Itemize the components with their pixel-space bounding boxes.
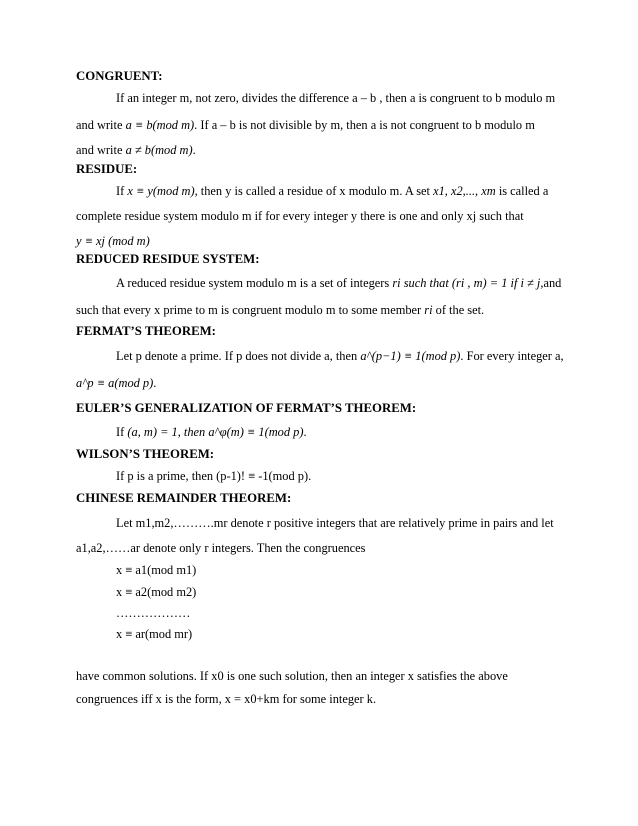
residue-line-3 xyxy=(76,235,150,247)
congruence-dots: ……………… xyxy=(116,606,191,620)
formula-residue: x ≡ y(mod m) xyxy=(127,184,195,198)
text: , then y is called a residue of x modulo m. A set xyxy=(194,184,430,198)
text: of the set. xyxy=(435,303,485,317)
text: If xyxy=(116,184,125,198)
text: such that every x prime to m is congruent modulo m to some member xyxy=(76,303,422,317)
formula-not-congruent: a ≠ b(mod m) xyxy=(125,143,193,157)
chinese-line-1: Let m1,m2,……….mr denote r positive integers that are relatively prime in pairs and let xyxy=(116,516,554,530)
congruent-line-2 xyxy=(76,119,535,131)
text: . xyxy=(153,376,157,390)
fermat-line-1 xyxy=(116,350,564,362)
reduced-line-2 xyxy=(76,304,484,316)
chinese-line-4: congruences iff x is the form, x = x0+km for some integer k. xyxy=(76,692,377,706)
formula-euler: (a, m) = 1, then a^φ(m) ≡ 1(mod p) xyxy=(127,425,304,439)
heading-euler: EULER’S GENERALIZATION OF FERMAT’S THEOREM: xyxy=(76,401,417,415)
residue-line-2: complete residue system modulo m if for every integer y there is one and only xj such that xyxy=(76,209,524,223)
text: ,and xyxy=(540,276,562,290)
formula-congruent: a ≡ b(mod m) xyxy=(125,118,195,132)
text: . xyxy=(192,143,196,157)
fermat-line-2 xyxy=(76,377,156,389)
heading-fermat: FERMAT’S THEOREM: xyxy=(76,324,216,338)
text: . For every integer a, xyxy=(460,349,564,363)
euler-line-1 xyxy=(116,426,307,438)
text: is called a xyxy=(498,184,549,198)
congruence-2: x ≡ a2(mod m2) xyxy=(116,585,197,599)
formula-fermat-general: a^p ≡ a(mod p) xyxy=(76,376,154,390)
text: If xyxy=(116,425,125,439)
formula-residue-set: x1, x2,..., xm xyxy=(433,184,496,198)
formula-residue-complete: y ≡ xj (mod m) xyxy=(76,234,150,248)
reduced-line-1 xyxy=(116,277,561,289)
chinese-line-2: a1,a2,……ar denote only r integers. Then the congruences xyxy=(76,541,366,555)
text: . xyxy=(303,425,307,439)
chinese-line-3: have common solutions. If x0 is one such solution, then an integer x satisfies the above xyxy=(76,669,508,683)
text: and write xyxy=(76,118,123,132)
text: . If a – b is not divisible by m, then a is not congruent to b modulo m xyxy=(194,118,535,132)
formula-fermat: a^(p−1) ≡ 1(mod p) xyxy=(360,349,461,363)
heading-congruent: CONGRUENT: xyxy=(76,69,163,83)
formula-reduced: ri such that (ri , m) = 1 if i ≠ j xyxy=(392,276,541,290)
congruent-line-1: If an integer m, not zero, divides the difference a – b , then a is congruent to b modulo m xyxy=(116,91,556,105)
wilson-line-1: If p is a prime, then (p-1)! ≡ -1(mod p). xyxy=(116,469,312,483)
text: A reduced residue system modulo m is a set of integers xyxy=(116,276,390,290)
text: and write xyxy=(76,143,123,157)
text: Let p denote a prime. If p does not divide a, then xyxy=(116,349,358,363)
formula-ri: ri xyxy=(424,303,433,317)
congruent-line-3 xyxy=(76,144,196,156)
heading-chinese-remainder: CHINESE REMAINDER THEOREM: xyxy=(76,491,292,505)
heading-residue: RESIDUE: xyxy=(76,162,138,176)
residue-line-1 xyxy=(116,185,548,197)
heading-wilson: WILSON’S THEOREM: xyxy=(76,447,215,461)
congruence-r: x ≡ ar(mod mr) xyxy=(116,627,193,641)
congruence-1: x ≡ a1(mod m1) xyxy=(116,563,197,577)
heading-reduced-residue: REDUCED RESIDUE SYSTEM: xyxy=(76,252,260,266)
